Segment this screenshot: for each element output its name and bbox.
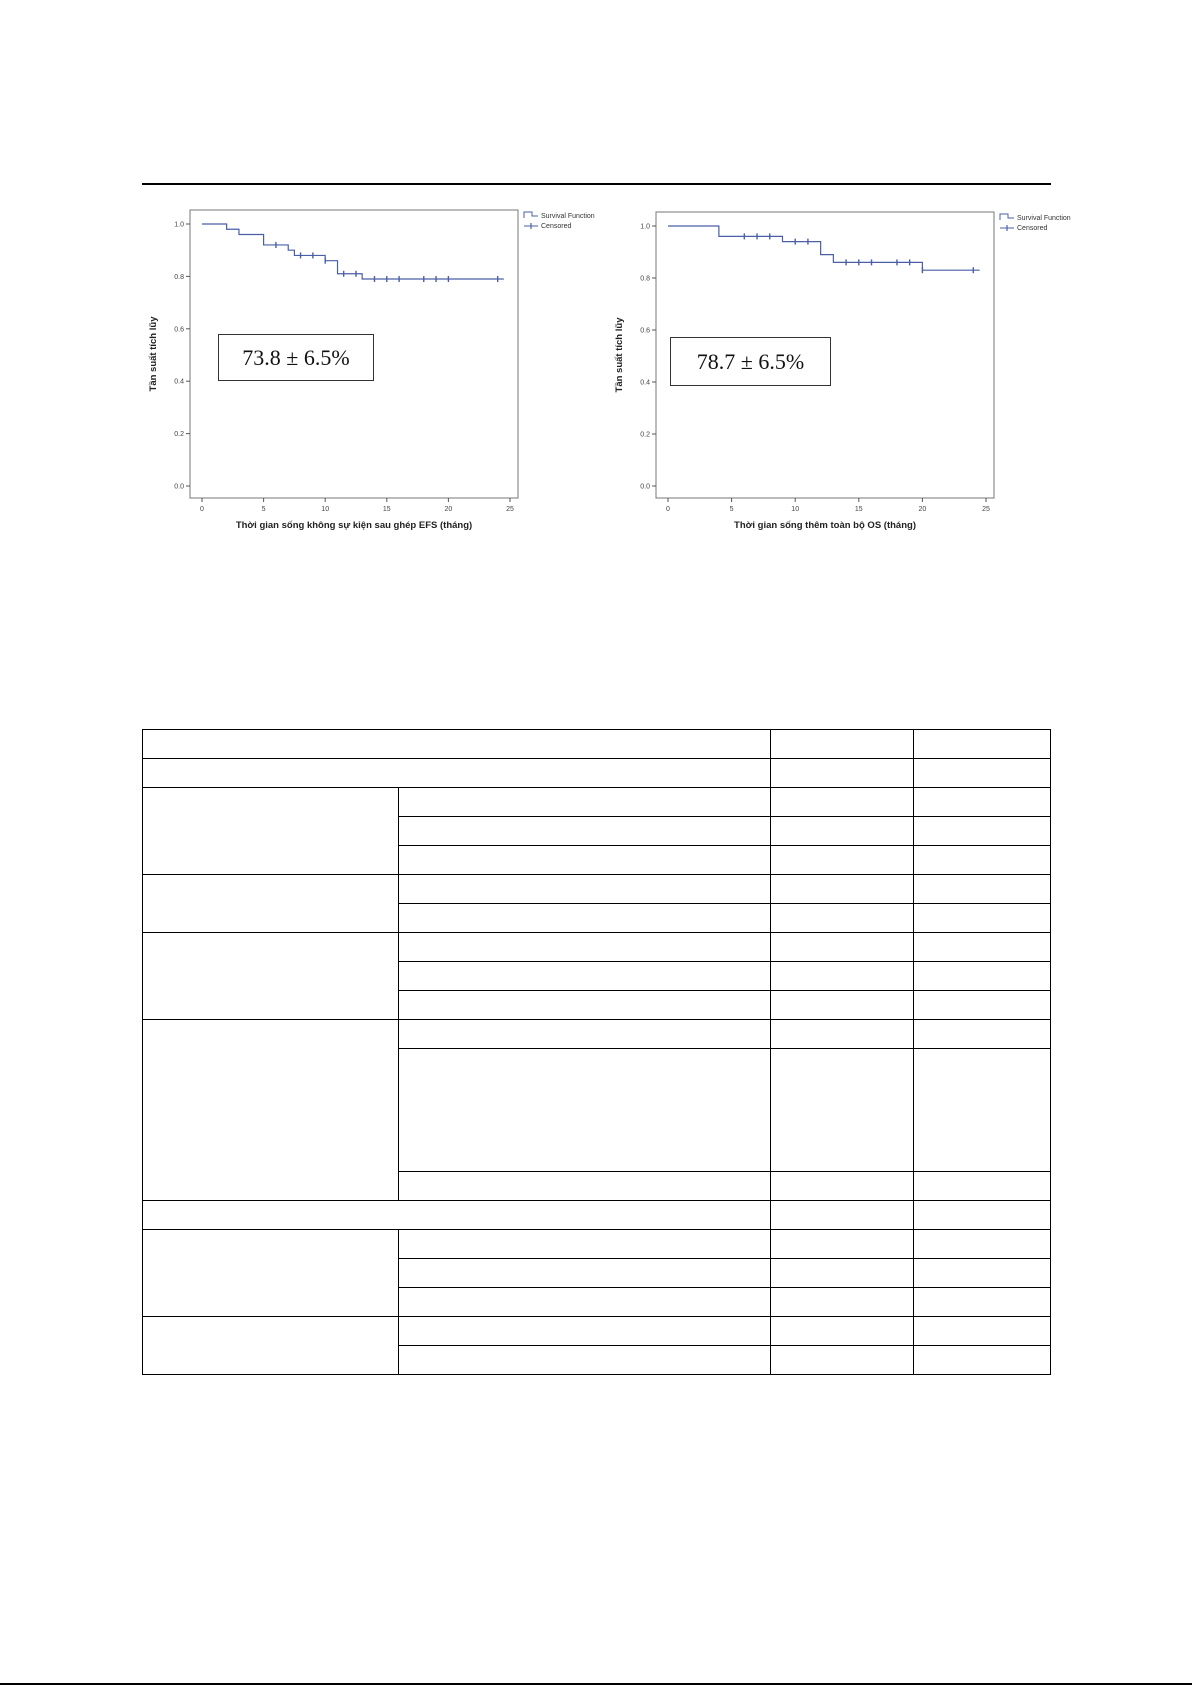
x-tick-label: 20 — [918, 506, 927, 513]
table-row — [143, 1020, 1051, 1049]
legend-survival-label: Survival Function — [541, 213, 595, 220]
table-cell — [914, 904, 1051, 933]
y-tick-label: 1.0 — [174, 221, 184, 229]
table-cell — [399, 1317, 771, 1346]
table-cell — [399, 991, 771, 1020]
table-cell — [914, 1020, 1051, 1049]
table-cell — [914, 730, 1051, 759]
data-table — [142, 729, 1051, 1375]
survival-function-line — [202, 224, 504, 279]
table-cell — [914, 875, 1051, 904]
table-cell — [771, 1230, 914, 1259]
legend-survival-swatch — [1000, 214, 1014, 220]
y-tick-label: 0.0 — [174, 483, 184, 491]
y-axis-label: Tần suất tích lũy — [614, 317, 625, 393]
table-cell — [914, 1288, 1051, 1317]
y-tick-label: 0.6 — [640, 327, 650, 335]
table-cell — [143, 1317, 399, 1375]
legend-survival-swatch — [524, 212, 538, 218]
legend-censored-label: Censored — [541, 223, 572, 230]
table-cell — [914, 991, 1051, 1020]
table-cell — [771, 875, 914, 904]
table-cell — [771, 759, 914, 788]
table-cell — [143, 788, 399, 875]
table-cell — [771, 1259, 914, 1288]
y-tick-label: 0.6 — [174, 326, 184, 334]
table-cell — [399, 788, 771, 817]
table-cell — [399, 1230, 771, 1259]
table-cell — [771, 1346, 914, 1375]
table-cell — [914, 933, 1051, 962]
y-tick-label: 0.8 — [174, 273, 184, 281]
y-tick-label: 0.0 — [640, 483, 650, 491]
table-cell — [771, 1020, 914, 1049]
x-tick-label: 15 — [854, 506, 863, 513]
table-cell — [771, 1317, 914, 1346]
table-cell — [914, 1317, 1051, 1346]
bottom-rule — [0, 1683, 1192, 1685]
table-cell — [771, 817, 914, 846]
efs-annotation-text: 73.8 ± 6.5% — [242, 344, 350, 370]
table-cell — [771, 991, 914, 1020]
table-cell — [143, 933, 399, 1020]
table-row — [143, 788, 1051, 817]
x-tick-label: 0 — [666, 506, 670, 513]
x-tick-label: 15 — [382, 506, 391, 513]
x-tick-label: 0 — [200, 506, 204, 513]
x-tick-label: 5 — [729, 506, 734, 513]
table-cell — [771, 730, 914, 759]
table-cell — [143, 1201, 771, 1230]
table-cell — [143, 730, 771, 759]
table-cell — [914, 1230, 1051, 1259]
table-cell — [914, 1346, 1051, 1375]
table-cell — [399, 904, 771, 933]
table-row — [143, 759, 1051, 788]
x-axis-label: Thời gian sống thêm toàn bộ OS (tháng) — [734, 520, 916, 531]
x-tick-label: 10 — [791, 506, 800, 513]
x-tick-label: 5 — [261, 506, 266, 513]
table-cell — [914, 1259, 1051, 1288]
table-cell — [914, 759, 1051, 788]
table-cell — [399, 875, 771, 904]
table-row — [143, 875, 1051, 904]
x-tick-label: 20 — [444, 506, 453, 513]
table-cell — [399, 817, 771, 846]
table-cell — [143, 759, 771, 788]
x-tick-label: 25 — [506, 506, 514, 513]
y-axis-label: Tần suất tích lũy — [148, 316, 159, 392]
x-tick-label: 10 — [321, 506, 330, 513]
table-cell — [771, 1201, 914, 1230]
y-tick-label: 0.2 — [174, 431, 184, 439]
table-cell — [399, 1259, 771, 1288]
table-cell — [914, 1172, 1051, 1201]
os-annotation-box — [670, 337, 831, 386]
table-cell — [771, 904, 914, 933]
table-cell — [399, 846, 771, 875]
table-cell — [399, 1346, 771, 1375]
y-tick-label: 0.4 — [640, 379, 650, 387]
y-tick-label: 0.4 — [174, 378, 184, 386]
table-cell — [143, 1230, 399, 1317]
x-axis-label: Thời gian sống không sự kiện sau ghép EFS (tháng) — [235, 520, 473, 531]
table-cell — [771, 788, 914, 817]
top-rule — [142, 183, 1051, 185]
table-cell — [771, 1172, 914, 1201]
y-tick-label: 0.2 — [640, 431, 650, 439]
table-cell — [771, 1049, 914, 1172]
os-annotation-text: 78.7 ± 6.5% — [696, 348, 805, 374]
table-row — [143, 1317, 1051, 1346]
legend-censored-label: Censored — [1017, 225, 1048, 232]
y-tick-label: 1.0 — [640, 223, 650, 231]
table-cell — [914, 1049, 1051, 1172]
table-cell — [771, 846, 914, 875]
table-cell — [771, 933, 914, 962]
table-row — [143, 1201, 1051, 1230]
table-cell — [399, 962, 771, 991]
table-cell — [914, 788, 1051, 817]
table-cell — [771, 1288, 914, 1317]
table-cell — [143, 1020, 399, 1201]
table-cell — [143, 875, 399, 933]
table-cell — [399, 1020, 771, 1049]
table-cell — [399, 933, 771, 962]
x-tick-label: 25 — [982, 506, 990, 513]
table-row — [143, 1230, 1051, 1259]
table-cell — [399, 1172, 771, 1201]
table-cell — [914, 817, 1051, 846]
table-cell — [914, 962, 1051, 991]
table-cell — [914, 846, 1051, 875]
y-tick-label: 0.8 — [640, 275, 650, 283]
table-cell — [399, 1288, 771, 1317]
table-row — [143, 730, 1051, 759]
legend-survival-label: Survival Function — [1017, 215, 1071, 222]
efs-annotation-box — [218, 334, 374, 381]
table-cell — [399, 1049, 771, 1172]
table-row — [143, 933, 1051, 962]
table-cell — [914, 1201, 1051, 1230]
survival-function-line — [668, 226, 980, 270]
table-cell — [771, 962, 914, 991]
